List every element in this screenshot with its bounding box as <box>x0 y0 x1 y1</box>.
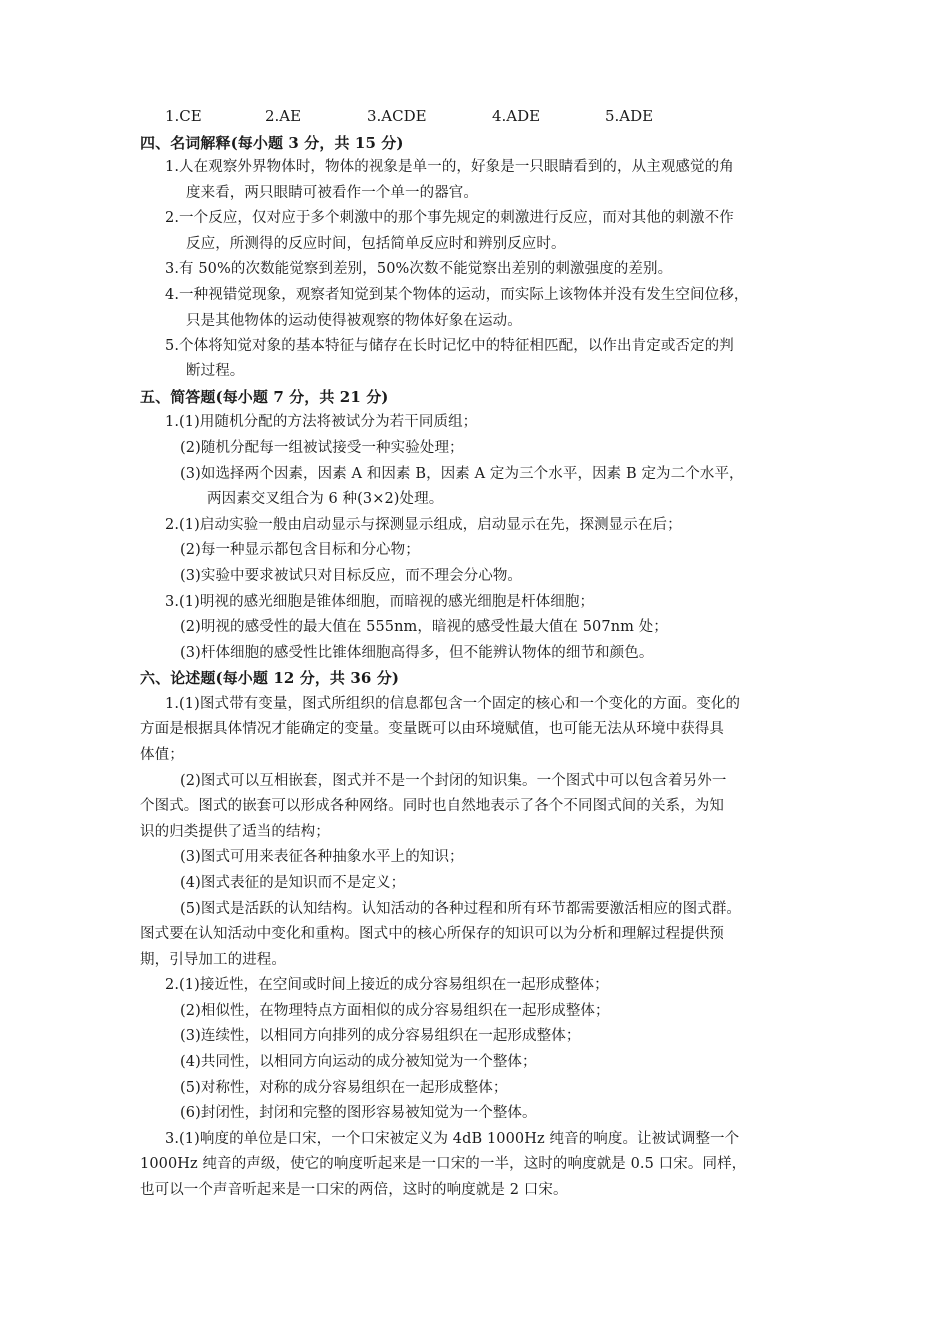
section5-line: (3)实验中要求被试只对目标反应，而不理会分心物。 <box>180 568 523 584</box>
section5-line: 2.(1)启动实验一般由启动显示与探测显示组成，启动显示在先，探测显示在后； <box>165 517 682 533</box>
section4-line: 4.一种视错觉现象，观察者知觉到某个物体的运动，而实际上该物体并没有发生空间位移， <box>165 287 749 303</box>
section5-line: (2)明视的感受性的最大值在 555nm，暗视的感受性最大值在 507nm 处； <box>180 619 668 635</box>
section5-line: 3.(1)明视的感光细胞是锥体细胞，而暗视的感光细胞是杆体细胞； <box>165 594 595 610</box>
section4-line: 3.有 50%的次数能觉察到差别，50%次数不能觉察出差别的刺激强度的差别。 <box>165 261 673 277</box>
section5-line: (2)随机分配每一组被试接受一种实验处理； <box>180 440 464 456</box>
section6-line: 体值； <box>140 747 184 763</box>
answer-5: 5.ADE <box>605 107 654 125</box>
section5-line: 两因素交叉组合为 6 种(3×2)处理。 <box>207 491 444 507</box>
section4-line: 反应，所测得的反应时间，包括简单反应时和辨别反应时。 <box>186 236 566 252</box>
section6-line: 图式要在认知活动中变化和重构。图式中的核心所保存的知识可以为分析和理解过程提供预 <box>140 926 724 942</box>
section5-line: (2)每一种显示都包含目标和分心物； <box>180 542 420 558</box>
section4-line: 断过程。 <box>186 363 245 379</box>
section6-line: 2.(1)接近性，在空间或时间上接近的成分容易组织在一起形成整体； <box>165 977 609 993</box>
section6-line: (2)图式可以互相嵌套，图式并不是一个封闭的知识集。一个图式中可以包含着另外一 <box>180 773 727 789</box>
section6-line: (3)图式可用来表征各种抽象水平上的知识； <box>180 849 464 865</box>
section4-line: 5.个体将知觉对象的基本特征与储存在长时记忆中的特征相匹配，以作出肯定或否定的判 <box>165 338 734 354</box>
answer-1: 1.CE <box>165 107 202 125</box>
section6-line: 1000Hz 纯音的声级，使它的响度听起来是一口宋的一半，这时的响度就是 0.5 口宋。同样， <box>140 1156 747 1172</box>
section6-line: 也可以一个声音听起来是一口宋的两倍，这时的响度就是 2 口宋。 <box>140 1182 568 1198</box>
section6-line: (5)对称性，对称的成分容易组织在一起形成整体； <box>180 1080 508 1096</box>
section6-line: (6)封闭性，封闭和完整的图形容易被知觉为一个整体。 <box>180 1105 537 1121</box>
answer-4: 4.ADE <box>492 107 541 125</box>
section6-line: 3.(1)响度的单位是口宋，一个口宋被定义为 4dB 1000Hz 纯音的响度。让被试调整一个 <box>165 1131 740 1147</box>
section6-line: (4)共同性，以相同方向运动的成分被知觉为一个整体； <box>180 1054 537 1070</box>
section6-heading: 六、论述题(每小题 12 分，共 36 分) <box>140 669 400 687</box>
section4-heading: 四、名词解释(每小题 3 分，共 15 分) <box>140 134 404 152</box>
section6-line: 识的归类提供了适当的结构； <box>140 824 330 840</box>
section5-line: (3)杆体细胞的感受性比锥体细胞高得多，但不能辨认物体的细节和颜色。 <box>180 645 654 661</box>
section5-line: 1.(1)用随机分配的方法将被试分为若干同质组； <box>165 414 478 430</box>
section6-line: (2)相似性，在物理特点方面相似的成分容易组织在一起形成整体； <box>180 1003 610 1019</box>
section6-line: 期，引导加工的进程。 <box>140 952 286 968</box>
section4-line: 2.一个反应，仅对应于多个刺激中的那个事先规定的刺激进行反应，而对其他的刺激不作 <box>165 210 734 226</box>
section6-line: 1.(1)图式带有变量，图式所组织的信息都包含一个固定的核心和一个变化的方面。变化的 <box>165 696 741 712</box>
section5-heading: 五、简答题(每小题 7 分，共 21 分) <box>140 388 389 406</box>
section6-line: (4)图式表征的是知识而不是定义； <box>180 875 406 891</box>
answer-3: 3.ACDE <box>367 107 427 125</box>
section4-line: 1.人在观察外界物体时，物体的视象是单一的，好象是一只眼睛看到的，从主观感觉的角 <box>165 159 734 175</box>
section4-line: 只是其他物体的运动使得被观察的物体好象在运动。 <box>186 313 522 329</box>
section6-line: 个图式。图式的嵌套可以形成各种网络。同时也自然地表示了各个不同图式间的关系，为知 <box>140 798 724 814</box>
section6-line: (5)图式是活跃的认知结构。认知活动的各种过程和所有环节都需要激活相应的图式群。 <box>180 901 742 917</box>
section4-line: 度来看，两只眼睛可被看作一个单一的器官。 <box>186 185 478 201</box>
answer-2: 2.AE <box>265 107 302 125</box>
section6-line: 方面是根据具体情况才能确定的变量。变量既可以由环境赋值，也可能无法从环境中获得具 <box>140 721 724 737</box>
section5-line: (3)如选择两个因素，因素 A 和因素 B，因素 A 定为三个水平，因素 B 定为二个水平， <box>180 466 744 482</box>
section6-line: (3)连续性，以相同方向排列的成分容易组织在一起形成整体； <box>180 1028 581 1044</box>
